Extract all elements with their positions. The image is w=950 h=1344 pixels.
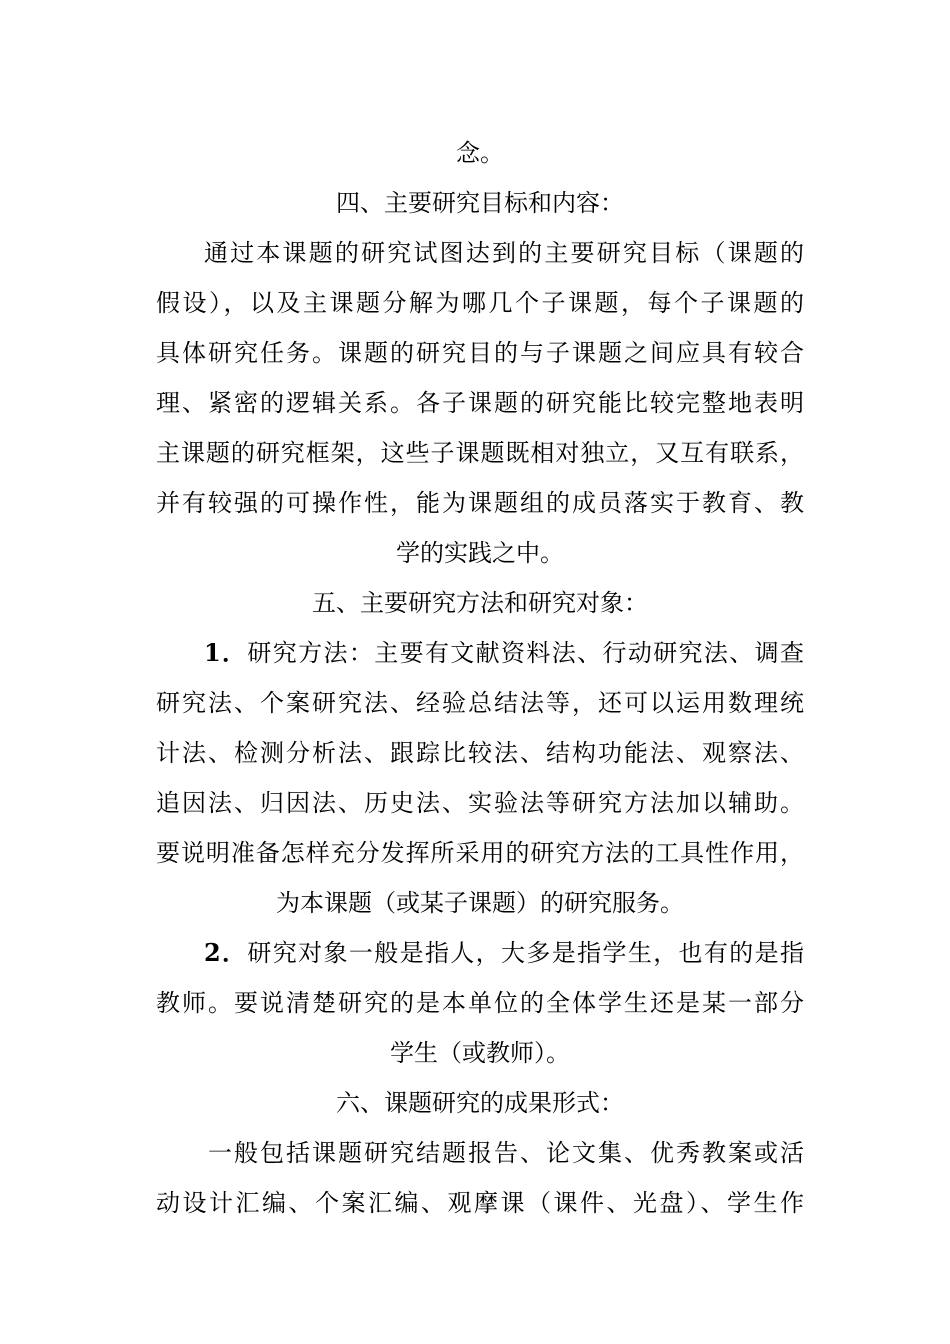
text-line: 动设计汇编、个案汇编、观摩课（课件、光盘）、学生作 [156, 1189, 804, 1217]
numbered-line-1 [156, 628, 804, 678]
text-line: 为本课题（或某子课题）的研究服务。 [276, 889, 684, 917]
text-line: 通过本课题的研究试图达到的主要研究目标（课题的 [204, 239, 804, 267]
text-line: 并有较强的可操作性，能为课题组的成员落实于教育、教 [156, 489, 804, 517]
text-line: 研究方法：主要有文献资料法、行动研究法、调查 [247, 639, 804, 667]
text-line: 计法、检测分析法、跟踪比较法、结构功能法、观察法、 [156, 739, 804, 767]
text-line: 研究法、个案研究法、经验总结法等，还可以运用数理统 [156, 689, 804, 717]
text-line: 要说明准备怎样充分发挥所采用的研究方法的工具性作用， [156, 839, 804, 867]
text-line: 教师。要说清楚研究的是本单位的全体学生还是某一部分 [156, 989, 804, 1017]
document-body [156, 128, 804, 1228]
text-line: 主课题的研究框架，这些子课题既相对独立，又互有联系， [156, 439, 804, 467]
text-line: 学生（或教师）。 [390, 1039, 570, 1067]
text-line: 理、紧密的逻辑关系。各子课题的研究能比较完整地表明 [156, 389, 804, 417]
section-heading-4: 四、主要研究目标和内容： [336, 189, 624, 217]
text-line: 假设），以及主课题分解为哪几个子课题，每个子课题的 [156, 289, 804, 317]
section-heading-6: 六、课题研究的成果形式： [336, 1089, 624, 1117]
item-number: 2． [204, 938, 248, 967]
item-number: 1． [204, 638, 248, 667]
text-line: 追因法、归因法、历史法、实验法等研究方法加以辅助。 [156, 789, 804, 817]
text-line: 具体研究任务。课题的研究目的与子课题之间应具有较合 [156, 339, 804, 367]
numbered-line-2 [156, 928, 804, 978]
text-line: 研究对象一般是指人，大多是指学生，也有的是指 [247, 939, 804, 967]
text-line: 一般包括课题研究结题报告、论文集、优秀教案或活 [208, 1139, 804, 1167]
text-line: 学的实践之中。 [396, 539, 564, 567]
section-heading-5: 五、主要研究方法和研究对象： [312, 589, 648, 617]
text-line: 念。 [456, 139, 504, 167]
